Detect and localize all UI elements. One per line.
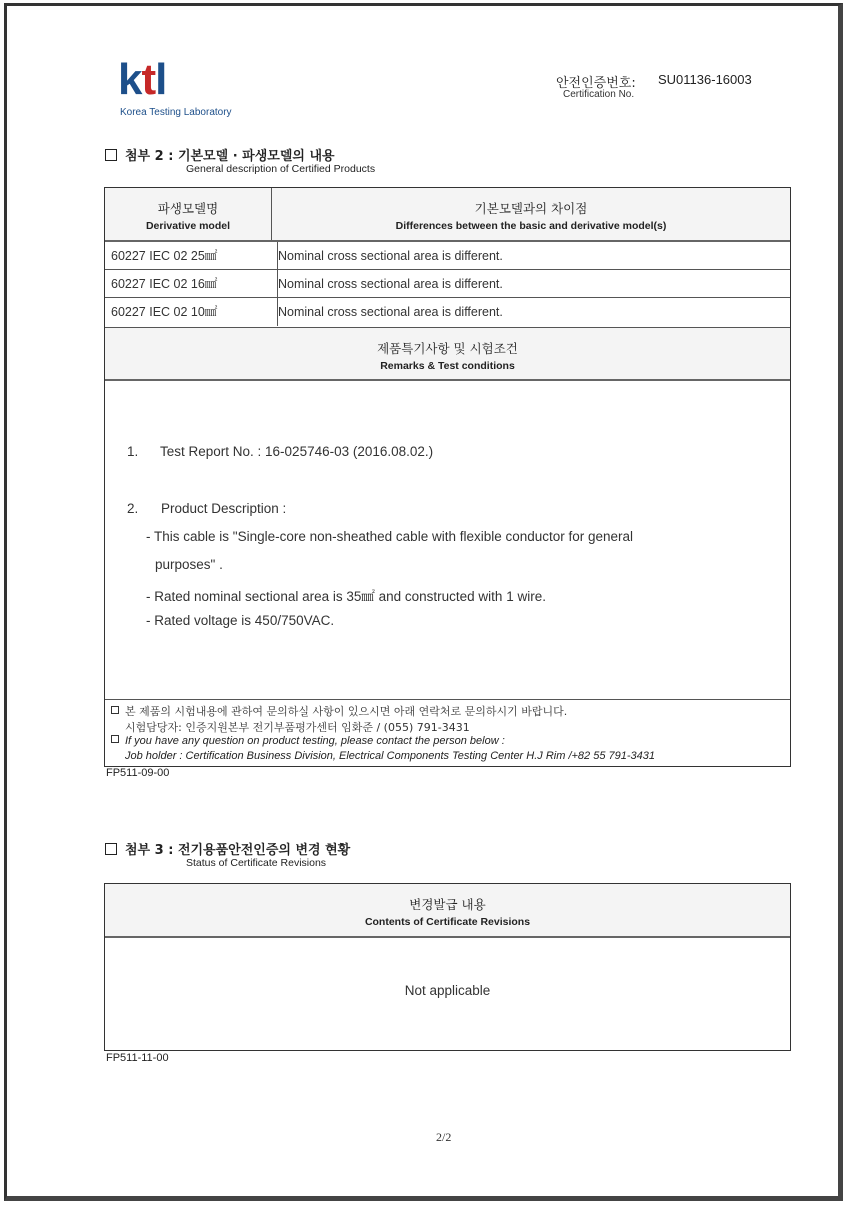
col-derivative-model bbox=[105, 188, 271, 240]
row-difference: Nominal cross sectional area is different. bbox=[278, 277, 503, 291]
checkbox-icon bbox=[105, 149, 117, 161]
revisions-header bbox=[105, 884, 790, 938]
remark-bullet1b: purposes" . bbox=[155, 557, 223, 572]
attachment2-title bbox=[105, 145, 335, 164]
table-row bbox=[105, 242, 790, 270]
contact-divider bbox=[105, 699, 790, 700]
row-model: 60227 IEC 02 10㎟ bbox=[105, 298, 278, 326]
contact-ko-line2: 시험담당자: 인증지원본부 전기부품평가센터 임화준 / (055) 791-3431 bbox=[125, 721, 470, 734]
logo-subtitle: Korea Testing Laboratory bbox=[120, 107, 232, 118]
contact-en-line1-text: If you have any question on product testing, please contact the person below : bbox=[125, 735, 505, 747]
contact-ko-line1 bbox=[111, 703, 567, 719]
revisions-content: Not applicable bbox=[404, 983, 491, 998]
col2-en: Differences between the basic and derivative model(s) bbox=[395, 220, 667, 232]
attachment3-title bbox=[105, 839, 350, 858]
revisions-header-en: Contents of Certificate Revisions bbox=[364, 916, 531, 928]
row-model: 60227 IEC 02 16㎟ bbox=[105, 270, 278, 297]
row-model: 60227 IEC 02 25㎟ bbox=[105, 242, 278, 269]
attachment3-subtitle: Status of Certificate Revisions bbox=[186, 857, 327, 869]
cert-label-ko: 안전인증번호: bbox=[556, 76, 636, 91]
page-number: 2/2 bbox=[436, 1130, 452, 1144]
remarks-header bbox=[105, 327, 790, 381]
col2-ko: 기본모델과의 차이점 bbox=[474, 201, 588, 216]
contact-ko-line1-text: 본 제품의 시험내용에 관하여 문의하실 사항이 있으시면 아래 연락처로 문의하시기 바랍니다. bbox=[125, 705, 568, 718]
row-difference: Nominal cross sectional area is different. bbox=[278, 305, 503, 319]
form-code-1: FP511-09-00 bbox=[106, 767, 170, 779]
remarks-ko: 제품특기사항 및 시험조건 bbox=[377, 341, 518, 356]
attachment2-title-text: 첨부 2 : 기본모델 · 파생모델의 내용 bbox=[125, 149, 335, 164]
remark-bullet2: - Rated nominal sectional area is 35㎟ and constructed with 1 wire. bbox=[146, 589, 546, 604]
checkbox-icon bbox=[111, 735, 119, 743]
col1-ko: 파생모델명 bbox=[157, 201, 219, 216]
remark-item2-num: 2. bbox=[127, 501, 139, 516]
contact-en-line2: Job holder : Certification Business Division, Electrical Components Testing Center H.J Rim /+82 55 791-3431 bbox=[125, 750, 655, 762]
remark-bullet3: - Rated voltage is 450/750VAC. bbox=[146, 613, 335, 628]
row-difference: Nominal cross sectional area is different. bbox=[278, 249, 503, 263]
remarks-en: Remarks & Test conditions bbox=[380, 360, 515, 372]
derivative-model-table bbox=[104, 187, 791, 767]
ktl-logo: ktl bbox=[118, 55, 167, 104]
contact-en-line1 bbox=[111, 735, 505, 747]
remark-item1-text: Test Report No. : 16-025746-03 (2016.08.02.) bbox=[160, 444, 434, 459]
table-row bbox=[105, 270, 790, 298]
form-code-2: FP511-11-00 bbox=[106, 1052, 169, 1064]
cert-label-en: Certification No. bbox=[563, 89, 635, 100]
remark-bullet1a: - This cable is "Single-core non-sheathed cable with flexible conductor for general bbox=[146, 529, 634, 544]
col-differences bbox=[272, 188, 790, 240]
cert-number: SU01136-16003 bbox=[658, 72, 752, 87]
remark-item1-num: 1. bbox=[127, 444, 139, 459]
table-row bbox=[105, 298, 790, 326]
checkbox-icon bbox=[111, 706, 119, 714]
revisions-header-ko: 변경발급 내용 bbox=[409, 897, 486, 912]
certificate-revisions-table bbox=[104, 883, 791, 1051]
attachment3-title-text: 첨부 3 : 전기용품안전인증의 변경 현황 bbox=[125, 843, 351, 858]
attachment2-subtitle: General description of Certified Products bbox=[186, 163, 376, 175]
col1-en: Derivative model bbox=[145, 220, 231, 232]
remark-item2-text: Product Description : bbox=[161, 501, 287, 516]
checkbox-icon bbox=[105, 843, 117, 855]
table-header bbox=[105, 188, 790, 242]
